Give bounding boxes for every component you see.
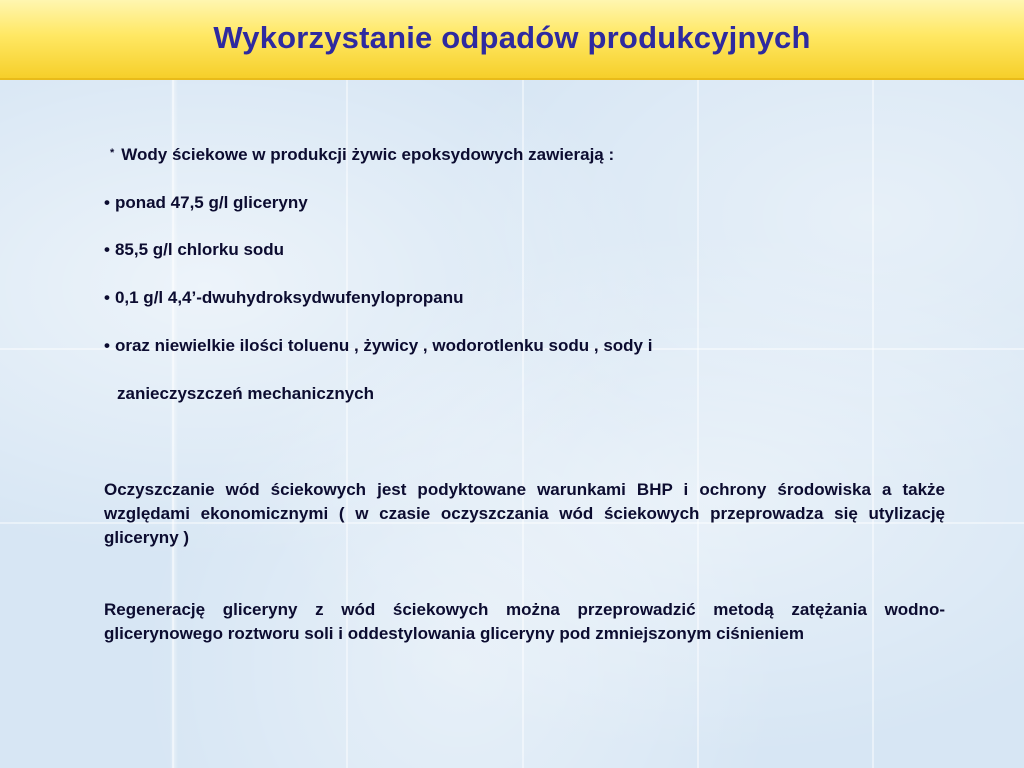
bullet-text: oraz niewielkie ilości toluenu , żywicy , wodorotlenku sodu , sody i: [114, 336, 653, 355]
bullet-continuation: zanieczyszczeń mechanicznych: [117, 384, 375, 403]
bullet-dot-icon: •: [104, 240, 110, 259]
intro-text: Wody ściekowe w produkcji żywic epoksydowych zawierają :: [121, 145, 615, 164]
title-bar: [0, 0, 1024, 80]
bullet-dot-icon: •: [104, 193, 110, 212]
bullet-dot-icon: •: [104, 336, 110, 355]
background-tile-seam: [172, 80, 174, 768]
bullet-dot-icon: •: [104, 288, 110, 307]
bullet-item: [104, 193, 308, 213]
paragraph-regeneration: Regenerację gliceryny z wód ściekowych można przeprowadzić metodą zatężania wodno-glicerynowego roztworu soli i oddestylowania gliceryny pod zmniejszonym ciśnieniem: [104, 600, 945, 643]
bullet-text: ponad 47,5 g/l gliceryny: [114, 193, 308, 212]
bullet-text: 0,1 g/l 4,4’-dwuhydroksydwufenylopropanu: [114, 288, 464, 307]
bullet-item: [104, 336, 652, 356]
slide-title: Wykorzystanie odpadów produkcyjnych: [213, 20, 811, 55]
slide-background: [0, 80, 1024, 768]
paragraph-cleaning: Oczyszczanie wód ściekowych jest podyktowane warunkami BHP i ochrony środowiska a także względami ekonomicznymi ( w czasie oczyszczania wód ściekowych przeprowadza się utylizację gliceryny ): [104, 480, 945, 547]
background-tile-seam: [346, 80, 348, 768]
bullet-item: [104, 240, 284, 260]
bullet-item: [104, 288, 464, 308]
background-tile-seam: [522, 80, 524, 768]
bullet-text: 85,5 g/l chlorku sodu: [114, 240, 285, 259]
background-tile-seam: [697, 80, 699, 768]
asterisk-marker: *: [110, 147, 115, 159]
intro-line: [110, 145, 614, 165]
background-tile-seam: [872, 80, 874, 768]
